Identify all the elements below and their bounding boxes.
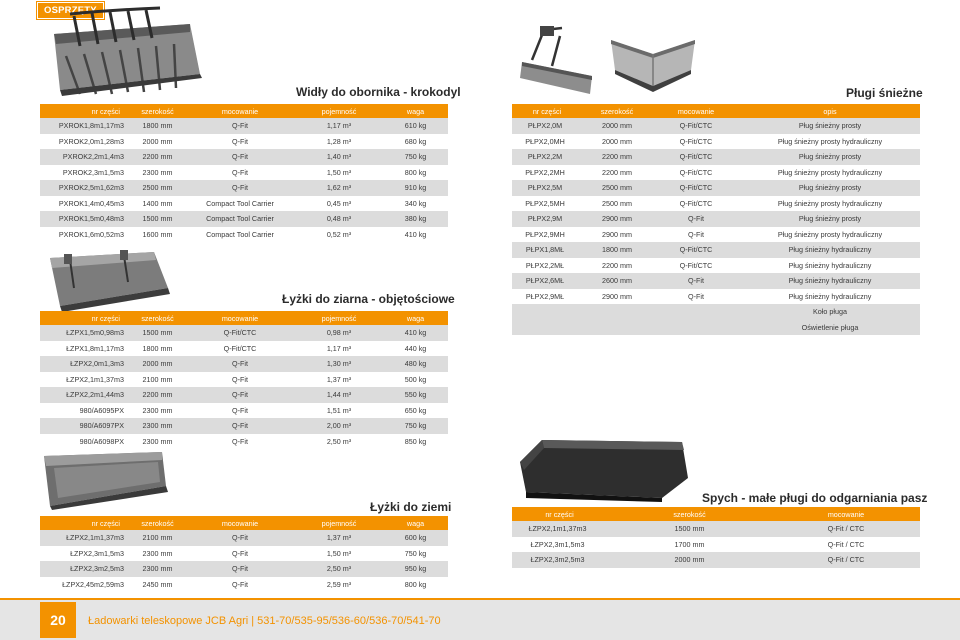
table-cell: ŁZPX2,3m1,5m3 — [40, 546, 130, 562]
table-cell: Q-Fit/CTC — [652, 196, 740, 212]
table-cell: PXROK1,5m0,48m3 — [40, 211, 130, 227]
table-cell: Pług śnieżny prosty hydrauliczny — [740, 165, 920, 181]
table-cell: Q-Fit — [652, 211, 740, 227]
table-cell: PXROK2,3m1,5m3 — [40, 165, 130, 181]
table-cell: 2200 mm — [582, 258, 652, 274]
table-cell: 2200 mm — [582, 165, 652, 181]
table-row — [512, 165, 920, 181]
table-cell: Compact Tool Carrier — [185, 227, 295, 243]
table-cell: Pług śnieżny hydrauliczny — [740, 273, 920, 289]
col-weight: waga — [383, 311, 448, 325]
table-cell: ŁZPX2,1m1,37m3 — [40, 372, 130, 388]
table-row — [40, 149, 448, 165]
col-part-no: nr części — [512, 507, 607, 521]
table-cell: 410 kg — [383, 227, 448, 243]
table-cell: 1500 mm — [607, 521, 772, 537]
table-cell: Pług śnieżny prosty hydrauliczny — [740, 134, 920, 150]
snow-plow-v-photo — [605, 20, 701, 94]
table-cell: 2500 mm — [582, 180, 652, 196]
table-cell: Q-Fit/CTC — [652, 134, 740, 150]
table-cell: ŁZPX2,1m1,37m3 — [40, 530, 130, 546]
table-row — [40, 387, 448, 403]
table-cell: 600 kg — [383, 530, 448, 546]
table-cell: 750 kg — [383, 546, 448, 562]
table-cell: 1,17 m³ — [295, 341, 383, 357]
table-cell: 2,50 m³ — [295, 561, 383, 577]
table-cell: 2900 mm — [582, 211, 652, 227]
table-cell: 2000 mm — [130, 356, 185, 372]
table-cell: 980/A6098PX — [40, 434, 130, 450]
table-cell: 2,00 m³ — [295, 418, 383, 434]
table-cell: PŁPX2,6MŁ — [512, 273, 582, 289]
table-cell: PŁPX2,2M — [512, 149, 582, 165]
table-cell: Pług śnieżny prosty — [740, 211, 920, 227]
table-cell: 410 kg — [383, 325, 448, 341]
table-cell: Q-Fit — [185, 134, 295, 150]
table-cell: 610 kg — [383, 118, 448, 134]
table-cell: 680 kg — [383, 134, 448, 150]
table-cell: 2300 mm — [130, 165, 185, 181]
table-cell: PXROK1,8m1,17m3 — [40, 118, 130, 134]
table-cell: PŁPX2,9MH — [512, 227, 582, 243]
table-row — [512, 211, 920, 227]
table-cell: PŁPX1,8MŁ — [512, 242, 582, 258]
feed-pusher-photo — [512, 432, 692, 502]
table-cell: Q-Fit/CTC — [652, 242, 740, 258]
feed-pusher-title: Spych - małe pługi do odgarniania pasz — [702, 491, 928, 505]
table-row — [40, 356, 448, 372]
table-row — [512, 521, 920, 537]
table-row — [512, 320, 920, 336]
table-row — [512, 196, 920, 212]
table-cell: Q-Fit — [652, 227, 740, 243]
table-cell: PXROK1,6m0,52m3 — [40, 227, 130, 243]
table-cell: 2300 mm — [130, 418, 185, 434]
table-cell: 1400 mm — [130, 196, 185, 212]
table-cell: Pług śnieżny hydrauliczny — [740, 258, 920, 274]
table-cell: PXROK2,0m1,28m3 — [40, 134, 130, 150]
table-cell: PXROK2,5m1,62m3 — [40, 180, 130, 196]
table-cell: 1500 mm — [130, 211, 185, 227]
table-cell: 0,48 m³ — [295, 211, 383, 227]
table-cell: PXROK2,2m1,4m3 — [40, 149, 130, 165]
table-row — [40, 118, 448, 134]
table-cell: 1,50 m³ — [295, 165, 383, 181]
table-cell: 2300 mm — [130, 434, 185, 450]
table-cell: ŁZPX2,3m2,5m3 — [40, 561, 130, 577]
section-tag: OSPRZĘTY — [37, 2, 104, 19]
table-cell: 340 kg — [383, 196, 448, 212]
table-cell: Pług śnieżny prosty — [740, 118, 920, 134]
snow-plows-title: Pługi śnieżne — [846, 86, 923, 100]
table-cell: 2300 mm — [130, 546, 185, 562]
table-cell — [512, 320, 582, 336]
table-cell: PŁPX2,0M — [512, 118, 582, 134]
table-cell: 2100 mm — [130, 372, 185, 388]
grain-bucket-title: Łyżki do ziarna - objętościowe — [282, 292, 455, 306]
table-cell: Q-Fit — [185, 577, 295, 593]
table-row — [40, 211, 448, 227]
col-width: szerokość — [582, 104, 652, 118]
table-row — [40, 546, 448, 562]
table-cell: ŁZPX2,3m2,5m3 — [512, 552, 607, 568]
table-cell: 2,50 m³ — [295, 434, 383, 450]
table-cell: 1,40 m³ — [295, 149, 383, 165]
table-row — [40, 325, 448, 341]
table-row — [512, 273, 920, 289]
table-cell: 1,51 m³ — [295, 403, 383, 419]
table-cell: 2600 mm — [582, 273, 652, 289]
table-cell: 2200 mm — [582, 149, 652, 165]
table-cell: 800 kg — [383, 165, 448, 181]
table-cell: 2900 mm — [582, 289, 652, 305]
table-cell: 650 kg — [383, 403, 448, 419]
table-cell: 440 kg — [383, 341, 448, 357]
table-row — [512, 242, 920, 258]
table-cell: Q-Fit/CTC — [652, 165, 740, 181]
table-cell: Q-Fit/CTC — [185, 341, 295, 357]
table-cell: 1600 mm — [130, 227, 185, 243]
table-cell: ŁZPX2,3m1,5m3 — [512, 537, 607, 553]
table-cell: Pług śnieżny hydrauliczny — [740, 289, 920, 305]
col-mount: mocowanie — [772, 507, 920, 521]
table-cell: Q-Fit — [185, 356, 295, 372]
table-cell: 0,98 m³ — [295, 325, 383, 341]
table-cell: Q-Fit/CTC — [652, 180, 740, 196]
col-width: szerokość — [130, 516, 185, 530]
table-row — [512, 227, 920, 243]
table-cell: 1,44 m³ — [295, 387, 383, 403]
table-cell — [652, 304, 740, 320]
table-cell: Pług śnieżny prosty — [740, 149, 920, 165]
table-cell: 1700 mm — [607, 537, 772, 553]
table-cell: PŁPX2,0MH — [512, 134, 582, 150]
table-row — [512, 118, 920, 134]
table-cell: Q-Fit / CTC — [772, 552, 920, 568]
table-cell: 910 kg — [383, 180, 448, 196]
table-row — [40, 165, 448, 181]
table-cell: PŁPX2,9MŁ — [512, 289, 582, 305]
table-cell: 1,30 m³ — [295, 356, 383, 372]
col-mount: mocowanie — [185, 516, 295, 530]
table-cell: 1800 mm — [130, 341, 185, 357]
grain-bucket-table — [40, 311, 448, 449]
table-cell: PŁPX2,2MH — [512, 165, 582, 181]
table-cell: Q-Fit — [185, 149, 295, 165]
table-row — [40, 372, 448, 388]
table-cell: 2000 mm — [582, 134, 652, 150]
table-cell: ŁZPX2,1m1,37m3 — [512, 521, 607, 537]
table-cell: 2300 mm — [130, 403, 185, 419]
table-cell: 1,28 m³ — [295, 134, 383, 150]
table-cell: 380 kg — [383, 211, 448, 227]
col-capacity: pojemność — [295, 516, 383, 530]
table-cell: ŁZPX1,8m1,17m3 — [40, 341, 130, 357]
table-cell: Q-Fit — [185, 434, 295, 450]
table-cell: 2200 mm — [130, 387, 185, 403]
table-cell: Q-Fit / CTC — [772, 537, 920, 553]
table-cell: 1,62 m³ — [295, 180, 383, 196]
table-cell: 1,37 m³ — [295, 372, 383, 388]
col-width: szerokość — [607, 507, 772, 521]
table-row — [40, 403, 448, 419]
table-row — [40, 227, 448, 243]
table-cell: Q-Fit / CTC — [772, 521, 920, 537]
table-cell: 1,50 m³ — [295, 546, 383, 562]
footer-text: Ładowarki teleskopowe JCB Agri | 531-70/535-95/536-60/536-70/541-70 — [88, 615, 441, 627]
table-cell — [582, 320, 652, 336]
table-cell: 0,52 m³ — [295, 227, 383, 243]
table-cell — [512, 304, 582, 320]
table-cell: Pług śnieżny prosty — [740, 180, 920, 196]
table-cell: 550 kg — [383, 387, 448, 403]
col-part-no: nr części — [40, 311, 130, 325]
soil-bucket-photo — [40, 450, 170, 510]
table-row — [512, 180, 920, 196]
col-mount: mocowanie — [185, 104, 295, 118]
table-row — [40, 196, 448, 212]
table-cell: Q-Fit/CTC — [652, 118, 740, 134]
table-cell: 0,45 m³ — [295, 196, 383, 212]
table-cell: 1800 mm — [582, 242, 652, 258]
table-cell: Q-Fit — [185, 372, 295, 388]
table-cell: 500 kg — [383, 372, 448, 388]
soil-bucket-title: Łyżki do ziemi — [370, 500, 452, 514]
table-cell: 800 kg — [383, 577, 448, 593]
table-row — [512, 134, 920, 150]
soil-bucket-table — [40, 516, 448, 592]
snow-plow-straight-photo — [512, 22, 598, 98]
table-cell: Q-Fit — [185, 387, 295, 403]
table-row — [512, 149, 920, 165]
table-cell: 750 kg — [383, 418, 448, 434]
table-cell: Q-Fit — [185, 561, 295, 577]
feed-pusher-table — [512, 507, 920, 568]
table-cell: Q-Fit/CTC — [652, 258, 740, 274]
snow-plows-table — [512, 104, 920, 335]
table-row — [512, 258, 920, 274]
table-cell: Q-Fit — [185, 403, 295, 419]
table-row — [40, 134, 448, 150]
table-cell: 1800 mm — [130, 118, 185, 134]
col-part-no: nr części — [40, 104, 130, 118]
table-row — [40, 434, 448, 450]
table-cell: PXROK1,4m0,45m3 — [40, 196, 130, 212]
page-number: 20 — [40, 602, 76, 638]
col-mount: mocowanie — [185, 311, 295, 325]
col-weight: waga — [383, 516, 448, 530]
table-cell: 1,17 m³ — [295, 118, 383, 134]
table-cell: 2100 mm — [130, 530, 185, 546]
table-cell: 2900 mm — [582, 227, 652, 243]
table-cell: 1500 mm — [130, 325, 185, 341]
table-cell: Pług śnieżny hydrauliczny — [740, 242, 920, 258]
manure-grab-photo — [40, 4, 208, 100]
table-cell: Q-Fit/CTC — [185, 325, 295, 341]
table-cell: PŁPX2,9M — [512, 211, 582, 227]
table-cell: Q-Fit — [185, 530, 295, 546]
table-cell — [582, 304, 652, 320]
table-cell: 2500 mm — [582, 196, 652, 212]
table-cell: PŁPX2,5MH — [512, 196, 582, 212]
table-cell: 2000 mm — [607, 552, 772, 568]
table-cell: PŁPX2,2MŁ — [512, 258, 582, 274]
table-row — [512, 304, 920, 320]
table-cell: 1,37 m³ — [295, 530, 383, 546]
table-cell: Oświetlenie pługa — [740, 320, 920, 336]
table-row — [40, 341, 448, 357]
table-cell — [652, 320, 740, 336]
col-weight: waga — [383, 104, 448, 118]
col-width: szerokość — [130, 104, 185, 118]
col-part-no: nr części — [512, 104, 582, 118]
table-cell: Compact Tool Carrier — [185, 211, 295, 227]
table-row — [40, 577, 448, 593]
table-cell: 750 kg — [383, 149, 448, 165]
manure-grab-title: Widły do obornika - krokodyl — [296, 85, 461, 99]
col-capacity: pojemność — [295, 104, 383, 118]
col-part-no: nr części — [40, 516, 130, 530]
table-cell: 850 kg — [383, 434, 448, 450]
table-cell: ŁZPX2,0m1,3m3 — [40, 356, 130, 372]
col-mount: mocowanie — [652, 104, 740, 118]
table-row — [40, 530, 448, 546]
table-cell: Q-Fit/CTC — [652, 149, 740, 165]
table-cell: Q-Fit — [185, 546, 295, 562]
table-cell: 2450 mm — [130, 577, 185, 593]
table-cell: PŁPX2,5M — [512, 180, 582, 196]
col-capacity: pojemność — [295, 311, 383, 325]
table-cell: 2,59 m³ — [295, 577, 383, 593]
table-cell: Q-Fit — [185, 118, 295, 134]
table-cell: Q-Fit — [652, 289, 740, 305]
table-cell: ŁZPX2,45m2,59m3 — [40, 577, 130, 593]
table-cell: Q-Fit — [652, 273, 740, 289]
grain-bucket-photo — [44, 248, 174, 312]
table-row — [40, 180, 448, 196]
table-cell: ŁZPX1,5m0,98m3 — [40, 325, 130, 341]
table-cell: ŁZPX2,2m1,44m3 — [40, 387, 130, 403]
table-cell: 2500 mm — [130, 180, 185, 196]
manure-grab-table — [40, 104, 448, 242]
table-cell: Koło pługa — [740, 304, 920, 320]
table-cell: Q-Fit — [185, 165, 295, 181]
col-description: opis — [740, 104, 920, 118]
table-row — [512, 537, 920, 553]
table-cell: 2000 mm — [582, 118, 652, 134]
table-cell: Compact Tool Carrier — [185, 196, 295, 212]
table-cell: 2300 mm — [130, 561, 185, 577]
table-cell: 980/A6095PX — [40, 403, 130, 419]
table-cell: 980/A6097PX — [40, 418, 130, 434]
table-cell: 2000 mm — [130, 134, 185, 150]
table-cell: Pług śnieżny prosty hydrauliczny — [740, 196, 920, 212]
table-cell: Q-Fit — [185, 418, 295, 434]
table-cell: 950 kg — [383, 561, 448, 577]
col-width: szerokość — [130, 311, 185, 325]
table-row — [512, 289, 920, 305]
table-row — [40, 418, 448, 434]
table-cell: Pług śnieżny prosty hydrauliczny — [740, 227, 920, 243]
table-row — [40, 561, 448, 577]
table-cell: 480 kg — [383, 356, 448, 372]
table-row — [512, 552, 920, 568]
table-cell: Q-Fit — [185, 180, 295, 196]
table-cell: 2200 mm — [130, 149, 185, 165]
